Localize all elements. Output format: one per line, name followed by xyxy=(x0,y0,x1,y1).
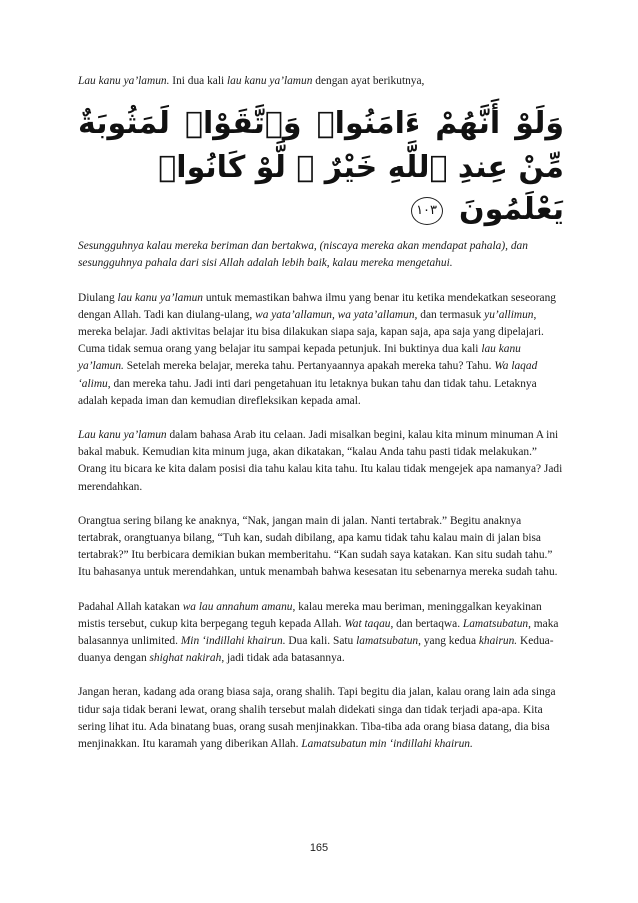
verse-translation xyxy=(78,238,564,272)
italic-text-run: Lau kanu ya’lamun xyxy=(78,429,167,442)
italic-text-run: Lau kanu ya’lamun. xyxy=(78,75,170,87)
text-run: dengan ayat berikutnya, xyxy=(312,75,425,87)
body-paragraph-3 xyxy=(78,513,564,582)
text-run: Setelah mereka belajar, mereka tahu. Pertanyaannya apakah mereka tahu? Tahu. xyxy=(123,360,495,373)
text-run: Dua kali. Satu xyxy=(285,635,357,648)
italic-text-run: lau kanu ya’lamun xyxy=(117,291,203,304)
text-run: , jadi tidak ada batasannya. xyxy=(221,652,345,665)
text-run: Kedua-duanya dengan xyxy=(78,635,554,665)
page-content xyxy=(78,73,564,753)
text-run: Padahal Allah katakan xyxy=(78,600,183,613)
ayah-number-marker: ١٠٣ xyxy=(411,197,443,225)
arabic-verse-line-2 xyxy=(78,190,564,230)
text-run: dan termasuk xyxy=(417,308,485,321)
text-run: , dan mereka tahu. Jadi inti dari pengetahuan itu letaknya bukan tahu dan tidak tahu. Letaknya adalah kepada iman dan kemudian direfleksikan kepada amal. xyxy=(78,377,537,407)
page-number: 165 xyxy=(309,842,329,854)
text-run: , maka balasannya unlimited. xyxy=(78,617,559,648)
italic-text-run: lamatsubatun xyxy=(356,635,419,648)
text-run: , dan bertaqwa. xyxy=(390,617,463,630)
text-run: , yang kedua xyxy=(418,635,479,648)
italic-text-run: Wat taqau xyxy=(344,617,391,630)
italic-text-run: lau kanu ya’lamun xyxy=(227,75,313,87)
text-run: untuk memastikan bahwa ilmu yang benar itu ketika mendekatkan seseorang dengan Allah. Tadi kan diulang-ulang, xyxy=(78,291,556,321)
italic-text-run: Sesungguhnya kalau mereka beriman dan bertakwa, (niscaya mereka akan mendapat pahala), dan sesungguhnya pahala dari sisi Allah adalah lebih baik, kalau mereka mengetahui. xyxy=(78,240,528,270)
text-run: Ini dua kali xyxy=(169,75,228,87)
text-run: Diulang xyxy=(78,291,118,304)
italic-text-run: Wa laqad ‘alimu xyxy=(78,360,538,390)
italic-text-run: wa lau annahum amanu xyxy=(182,600,293,613)
body-paragraph-5 xyxy=(78,684,564,753)
text-run: Orangtua sering bilang ke anaknya, “Nak, jangan main di jalan. Nanti tertabrak.” Begitu anaknya tertabrak, orangtuanya bilang, “Tuh kan, sudah dibilang, apa kamu tidak tahu kalau main di jalan bisa tertabrak?” Itu berbicara demikian bukan memberitahu. “Kan sudah saya katakan. Kan situ sudah tahu.” Itu bahasanya untuk merendahkan, untuk menambah bahwa kesesatan itu sebenarnya mereka sudah tahu. xyxy=(78,514,558,579)
body-paragraph-1 xyxy=(78,290,564,410)
italic-text-run: wa yata’allamun, wa yata’allamun, xyxy=(255,308,418,321)
italic-text-run: lau kanu ya’lamun. xyxy=(78,343,521,373)
body-paragraph-4 xyxy=(78,599,564,668)
text-run: , mereka belajar. Jadi aktivitas belajar itu bisa dilakukan siapa saja, kapan saja, apa saja yang dipelajari. Cuma tidak semua orang yang belajar itu sampai kepada petunjuk. Ini buktinya dua kali xyxy=(78,308,544,356)
arabic-verse-end-word: يَعْلَمُونَ xyxy=(459,192,564,228)
text-run: , kalau mereka mau beriman, meninggalkan keyakinan mistis tersebut, cukup kita berpegang teguh kepada Allah. xyxy=(78,600,542,630)
italic-text-run: khairun. xyxy=(478,635,518,648)
italic-text-run: yu’allimun xyxy=(484,308,534,321)
italic-text-run: Lamatsubatun xyxy=(462,617,529,630)
text-run: Jangan heran, kadang ada orang biasa saja, orang shalih. Tapi begitu dia jalan, kalau orang lain ada singa tidur saja tidak berani lewat, orang shalih tersebut malah didekati singa dan tidak terjadi apa-apa. Kita sering lihat itu. Ada binatang buas, orang susah menjinakkan. Tiba-tiba ada orang biasa datang, dia bisa menjinakkan. Itu karamah yang diberikan Allah. xyxy=(78,686,556,751)
arabic-verse-line-1: وَلَوْ أَنَّهُمْ ءَامَنُوا۟ وَٱتَّقَوْا۟ لَمَثُوبَةٌ مِّنْ عِندِ ٱللَّهِ خَيْرٌ ۖ لَّوْ كَانُوا۟ xyxy=(78,106,564,186)
italic-text-run: shighat nakirah xyxy=(149,652,222,665)
intro-paragraph xyxy=(78,73,564,90)
body-paragraph-2 xyxy=(78,427,564,496)
text-run: dalam bahasa Arab itu celaan. Jadi misalkan begini, kalau kita minum minuman A ini bakal mabuk. Kemudian kita minum juga, akan dikatakan, “kalau Anda tahu pasti tidak melakukan.” Orang itu bicara ke kita dalam posisi dia tahu kalau kita tahu. Itu kalau tidak mengejek apa namanya? Jadi merendahkan. xyxy=(78,429,563,493)
italic-text-run: Lamatsubatun min ‘indillahi khairun. xyxy=(301,738,473,751)
italic-text-run: Min ‘indillahi khairun. xyxy=(180,635,286,648)
